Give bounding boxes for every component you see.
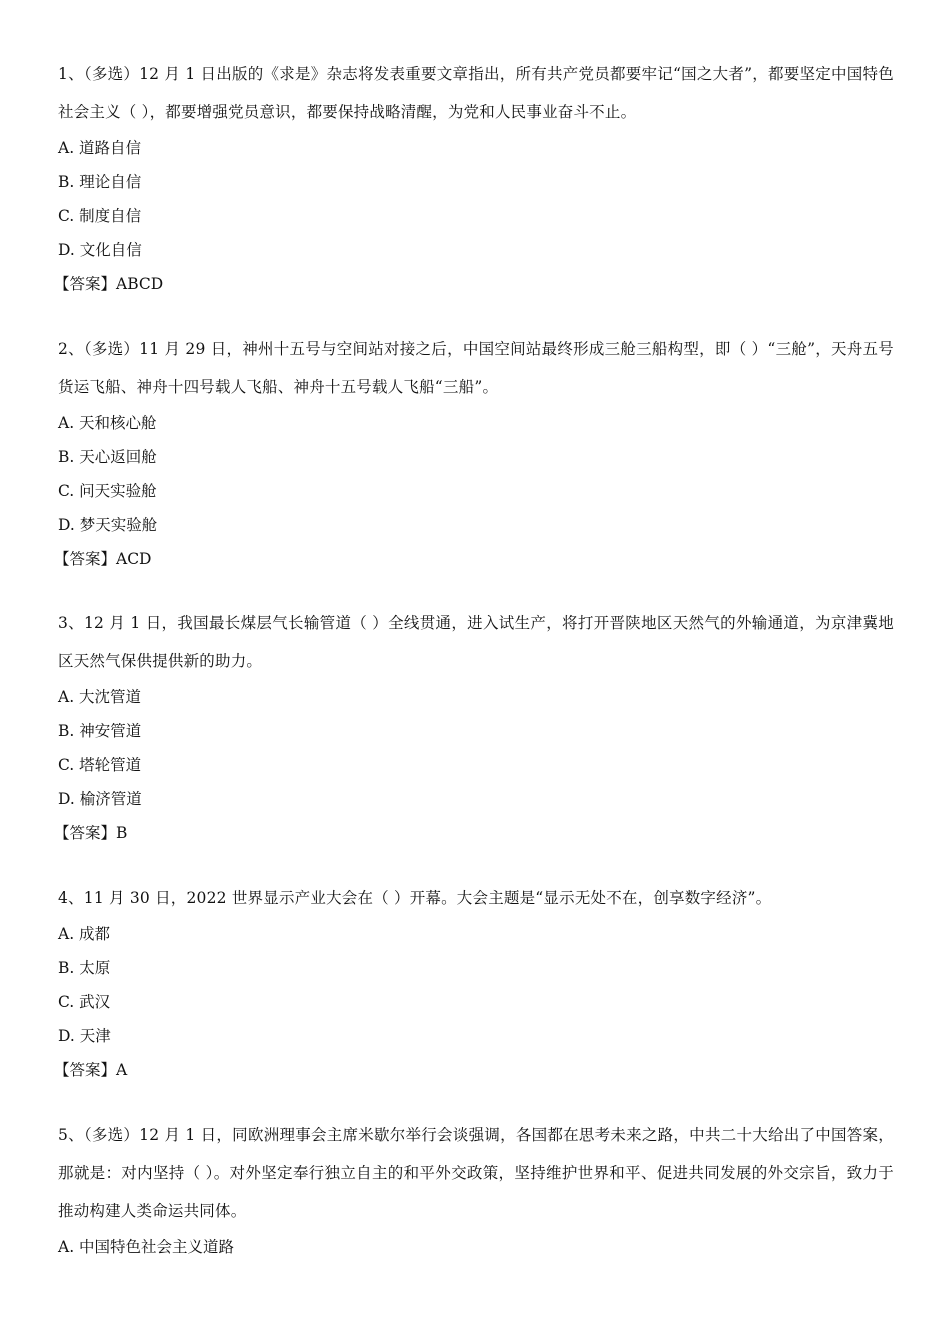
question-3 (54, 604, 894, 850)
option-c: C. 问天实验舱 (58, 482, 157, 500)
question-stem: 1、（多选）12 月 1 日出版的《求是》杂志将发表重要文章指出，所有共产党员都要牢记“国之大者”，都要坚定中国特色社会主义（ ），都要增强党员意识，都要保持战略清醒，为党和人民事业奋斗不止。 (58, 65, 894, 121)
question-4 (54, 879, 894, 1087)
answer-line: 【答案】A (54, 1061, 128, 1079)
option-b: B. 神安管道 (58, 722, 142, 740)
option-b: B. 天心返回舱 (58, 448, 157, 466)
option-d: D. 梦天实验舱 (58, 516, 158, 534)
option-list (58, 406, 894, 542)
question-5 (58, 1116, 894, 1264)
option-a: A. 天和核心舱 (58, 414, 157, 432)
answer-line: 【答案】ABCD (54, 275, 164, 293)
option-c: C. 武汉 (58, 993, 111, 1011)
question-1 (54, 55, 894, 301)
option-c: C. 制度自信 (58, 207, 142, 225)
option-list (58, 917, 894, 1053)
question-stem: 4、11 月 30 日，2022 世界显示产业大会在（ ）开幕。大会主题是“显示无处不在，创享数字经济”。 (58, 889, 772, 907)
question-stem: 3、12 月 1 日，我国最长煤层气长输管道（ ）全线贯通，进入试生产，将打开晋陕地区天然气的外输通道，为京津冀地区天然气保供提供新的助力。 (58, 614, 894, 670)
option-d: D. 榆济管道 (58, 790, 142, 808)
option-d: D. 文化自信 (58, 241, 142, 259)
option-a: A. 成都 (58, 925, 111, 943)
answer-line: 【答案】ACD (54, 550, 152, 568)
option-b: B. 太原 (58, 959, 111, 977)
option-c: C. 塔轮管道 (58, 756, 142, 774)
option-list (58, 131, 894, 267)
option-a: A. 中国特色社会主义道路 (58, 1238, 235, 1256)
option-d: D. 天津 (58, 1027, 111, 1045)
question-stem: 2、（多选）11 月 29 日，神州十五号与空间站对接之后，中国空间站最终形成三舱三船构型，即（ ）“三舱”，天舟五号货运飞船、神舟十四号载人飞船、神舟十五号载人飞船“三船”。 (58, 340, 894, 396)
option-a: A. 道路自信 (58, 139, 142, 157)
option-a: A. 大沈管道 (58, 688, 142, 706)
question-stem: 5、（多选）12 月 1 日，同欧洲理事会主席米歇尔举行会谈强调，各国都在思考未来之路，中共二十大给出了中国答案，那就是：对内坚持（ ）。对外坚定奉行独立自主的和平外交政策，坚持维护世界和平、促进共同发展的外交宗旨，致力于推动构建人类命运共同体。 (58, 1126, 894, 1220)
option-list (58, 1230, 894, 1264)
option-list (58, 680, 894, 816)
question-2 (54, 330, 894, 576)
answer-line: 【答案】B (54, 824, 128, 842)
option-b: B. 理论自信 (58, 173, 142, 191)
